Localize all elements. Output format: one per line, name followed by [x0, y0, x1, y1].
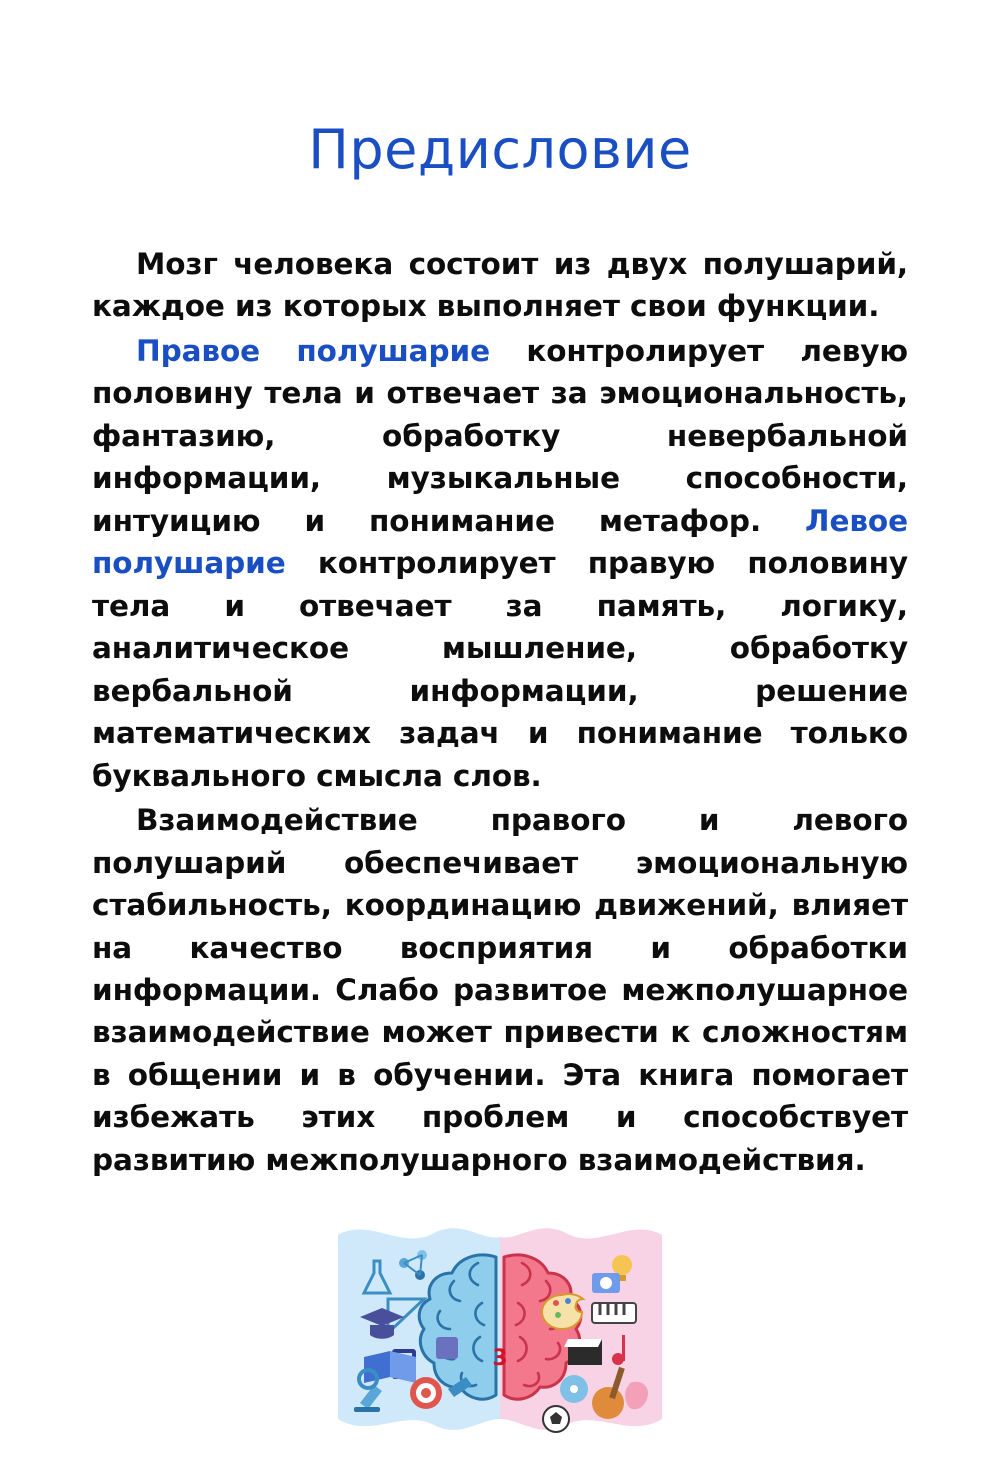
soccer-ball-icon: [543, 1406, 569, 1432]
body-text: [92, 243, 908, 1181]
camera-icon: [592, 1273, 620, 1293]
page-title: Предисловие: [308, 118, 692, 181]
page-number: 3: [492, 1346, 508, 1371]
cd-icon: [560, 1375, 588, 1403]
palette-icon: [542, 1294, 583, 1329]
paragraph-2: [92, 330, 908, 797]
paragraph-2-run-4: контролирует правую половину тела и отвечает за память, логику, аналитическое мышление, обработку вербальной информации, решение математических задач и понимание только буквального смысла слов.: [92, 546, 908, 793]
brain-hemispheres-icon: [330, 1207, 670, 1447]
piano-icon: [592, 1303, 636, 1323]
paragraph-1-run-1: Мозг человека состоит из двух полушарий, каждое из которых выполняет свои функции.: [92, 247, 908, 324]
brain-illustration-container: [92, 1207, 908, 1447]
highlight-right-hemisphere: Правое полушарие: [136, 333, 490, 368]
dartboard-icon: [410, 1377, 442, 1409]
highlight-left-hemisphere: Левое полушарие: [92, 503, 908, 581]
paragraph-1: [92, 243, 908, 328]
paragraph-2-run-2: контролирует левую половину тела и отвечает за эмоциональность, фантазию, обработку невербальной информации, музыкальные способности, интуицию и понимание метафор.: [92, 333, 909, 538]
paragraph-3-run-1: Взаимодействие правого и левого полушарий обеспечивает эмоциональную стабильность, координацию движений, влияет на качество восприятия и обработки информации. Слабо развитое межполушарное взаимодействие может привести к сложностям в общении и в обучении. Эта книга помогает избежать этих проблем и способствует развитию межполушарного взаимодействия.: [92, 803, 908, 1177]
paragraph-3: [92, 799, 908, 1181]
